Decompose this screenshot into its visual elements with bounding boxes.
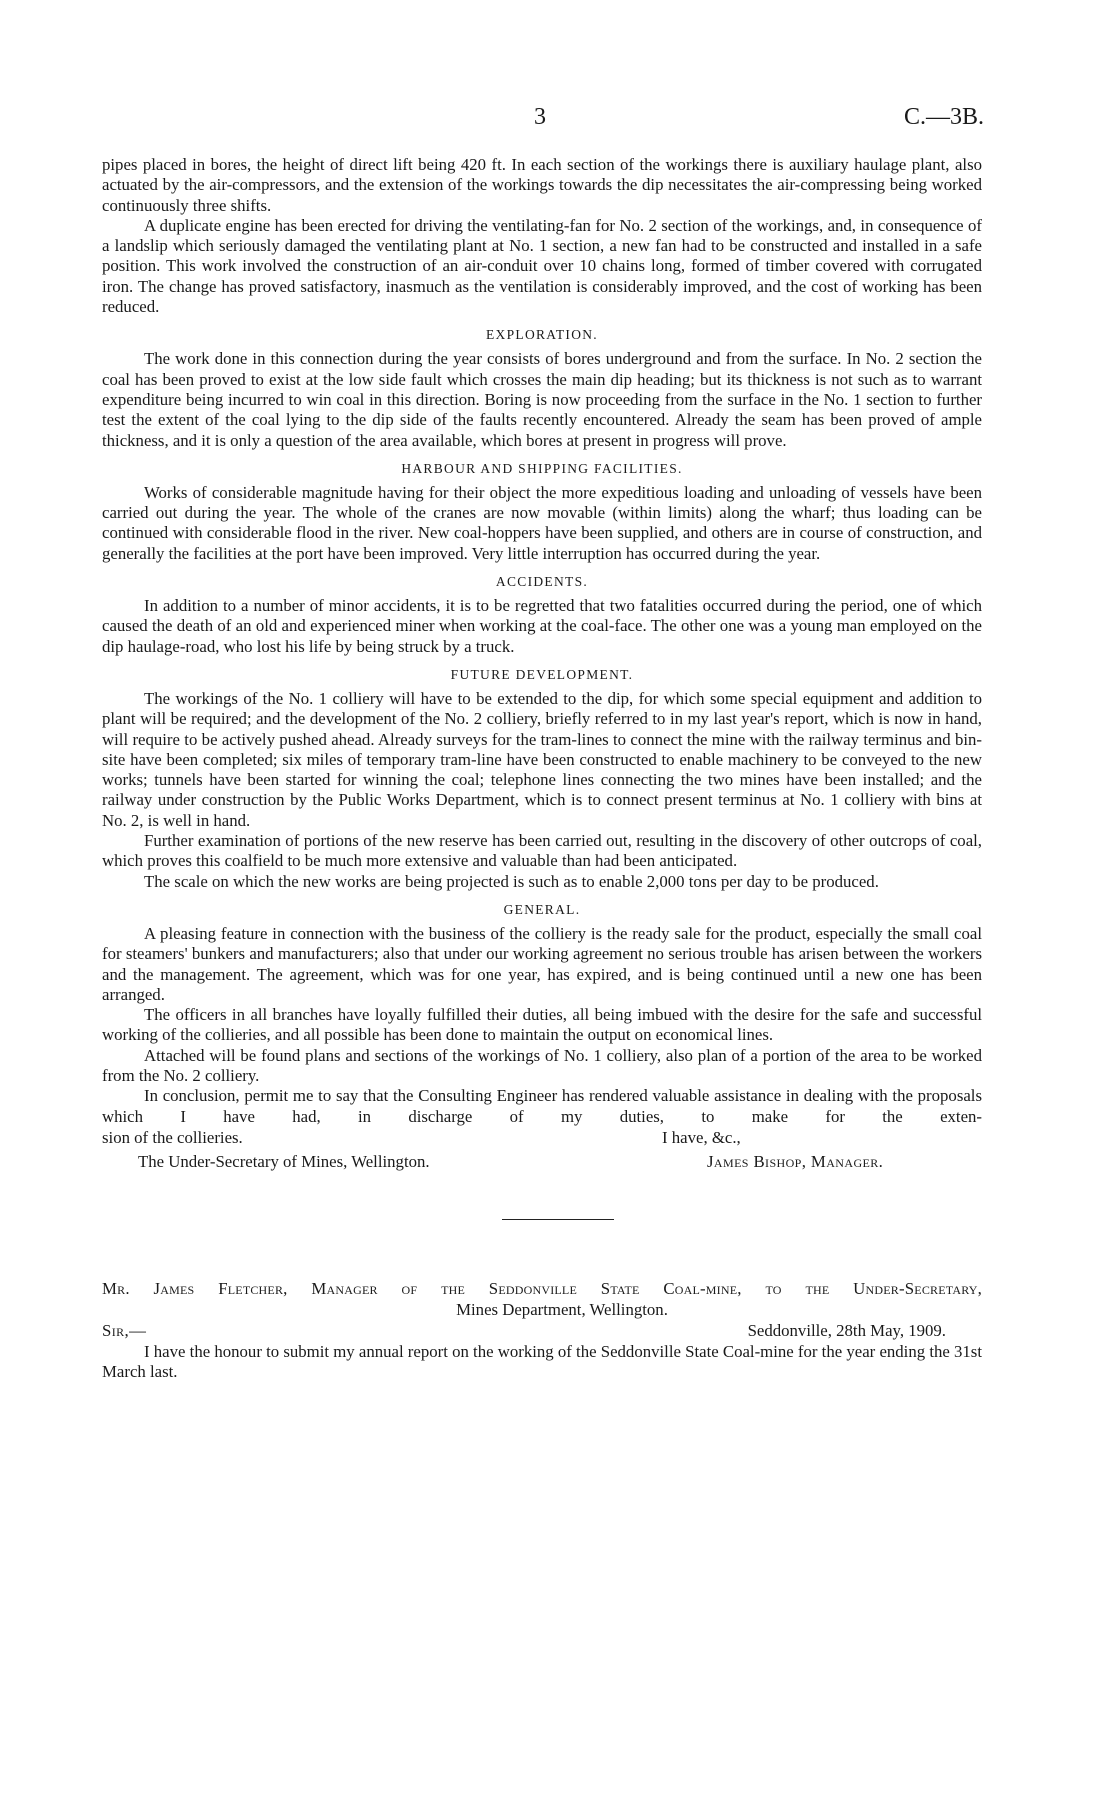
heading-exploration: EXPLORATION. bbox=[486, 327, 598, 343]
closing-line: sion of the collieries. bbox=[102, 1127, 243, 1147]
paragraph-harbour: Works of considerable magnitude having for their object the more expeditious loading and unloading of vessels have been carried out during the year. The whole of the cranes are now movable (within limits) along the wharf; thus loading can be continued with considerable flood in the river. New coal-hoppers have been supplied, and others are in course of construction, and generally the facilities at the port have been improved. Very little interruption has occurred during the year. bbox=[102, 482, 982, 563]
paragraph-future-3: The scale on which the new works are being projected is such as to enable 2,000 tons per day to be produced. bbox=[144, 871, 879, 891]
heading-future-development: FUTURE DEVELOPMENT. bbox=[450, 666, 634, 682]
page-number: 3 bbox=[534, 104, 546, 130]
paragraph-accidents: In addition to a number of minor accidents, it is to be regretted that two fatalities occurred during the period, one of which caused the death of an old and experienced miner when working at the coal-face. The other one was a young man employed on the dip haulage-road, who lost his life by being struck by a truck. bbox=[102, 596, 982, 656]
paragraph-future-2: Further examination of portions of the new reserve has been carried out, resulting in the discovery of other outcrops of coal, which proves this coalfield to be much more extensive and valuable than had been anticipated. bbox=[102, 831, 982, 871]
document-reference: C.—3B. bbox=[903, 104, 984, 130]
report-body bbox=[102, 155, 982, 1382]
paragraph-letter-opening: I have the honour to submit my annual report on the working of the Seddonville State Coal-mine for the year ending the 31st March last. bbox=[102, 1341, 982, 1382]
heading-general: GENERAL. bbox=[503, 901, 581, 917]
paragraph-general-3: Attached will be found plans and sections of the workings of No. 1 colliery, also plan of a portion of the area to be worked from the No. 2 colliery. bbox=[102, 1045, 982, 1085]
addressee: The Under-Secretary of Mines, Wellington. bbox=[138, 1151, 430, 1171]
letter-heading bbox=[102, 1278, 982, 1320]
paragraph-general-1: A pleasing feature in connection with the business of the colliery is the ready sale for the product, especially the small coal for steamers' bunkers and manufacturers; also that under our working agreement no serious trouble has arisen between the workers and the management. The agreement, which was for one year, has expired, and is being continued until a new one has been arranged. bbox=[102, 923, 982, 1004]
paragraph-continuation: pipes placed in bores, the height of direct lift being 420 ft. In each section of the workings there is auxiliary haulage plant, also actuated by the air-compressors, and the extension of the workings towards the dip necessitates the air-compressing being worked continuously three shifts. bbox=[102, 155, 982, 215]
signature-row bbox=[102, 1151, 982, 1175]
letter-heading-line-1: Mr. James Fletcher, Manager of the Seddonville State Coal-mine, to the Under-Secretary, bbox=[102, 1278, 982, 1298]
paragraph-ventilating-fan: A duplicate engine has been erected for driving the ventilating-fan for No. 2 section of the workings, and, in consequence of a landslip which seriously damaged the ventilating plant at No. 1 section, a new fan had to be constructed and installed in a safe position. This work involved the construction of an air-conduit over 10 chains long, formed of timber covered with corrugated iron. The change has proved satisfactory, inasmuch as the ventilation is considerably improved, and the cost of working has been reduced. bbox=[102, 215, 982, 317]
heading-accidents: ACCIDENTS. bbox=[495, 574, 589, 590]
closing-row bbox=[102, 1127, 982, 1151]
page-header bbox=[0, 104, 1114, 136]
letter-heading-line-2: Mines Department, Wellington. bbox=[456, 1299, 668, 1319]
paragraph-exploration: The work done in this connection during the year consists of bores underground and from the surface. In No. 2 section the coal has been proved to exist at the low side fault which crosses the main dip heading; but its thickness is not such as to warrant expenditure being incurred to win coal in this direction. Boring is now proceeding from the surface in the No. 1 section to further test the extent of the coal lying to the dip side of the faults recently encountered. Already the seam has been proved of ample thickness, and it is only a question of the area available, which bores at present in progress will prove. bbox=[102, 349, 982, 450]
letter-date: Seddonville, 28th May, 1909. bbox=[747, 1320, 946, 1340]
signature: James Bishop, Manager. bbox=[707, 1151, 884, 1171]
heading-harbour: HARBOUR AND SHIPPING FACILITIES. bbox=[401, 460, 683, 476]
closing-phrase: I have, &c., bbox=[662, 1127, 741, 1147]
paragraph-general-2: The officers in all branches have loyally fulfilled their duties, all being imbued with the desire for the safe and successful working of the collieries, and all possible has been done to maintain the output on economical lines. bbox=[102, 1005, 982, 1045]
section-divider bbox=[502, 1219, 614, 1220]
paragraph-general-4: In conclusion, permit me to say that the Consulting Engineer has rendered valuable assistance in dealing with the proposals which I have had, in discharge of my duties, to make for the exten- bbox=[102, 1086, 982, 1126]
salutation: Sir,— bbox=[102, 1320, 147, 1340]
paragraph-future-1: The workings of the No. 1 colliery will have to be extended to the dip, for which some special equipment and addition to plant will be required; and the development of the No. 2 colliery, briefly referred to in my last year's report, which is now in hand, will require to be actively pushed ahead. Already surveys for the tram-lines to connect the mine with the railway terminus and bin-site have been completed; six miles of temporary tram-line have been constructed to enable machinery to be conveyed to the new works; tunnels have been started for winning the coal; telephone lines connecting the two mines have been installed; and the railway under construction by the Public Works Department, which is to connect present terminus at No. 1 colliery with bins at No. 2, is well in hand. bbox=[102, 688, 982, 830]
salutation-row bbox=[102, 1320, 982, 1342]
